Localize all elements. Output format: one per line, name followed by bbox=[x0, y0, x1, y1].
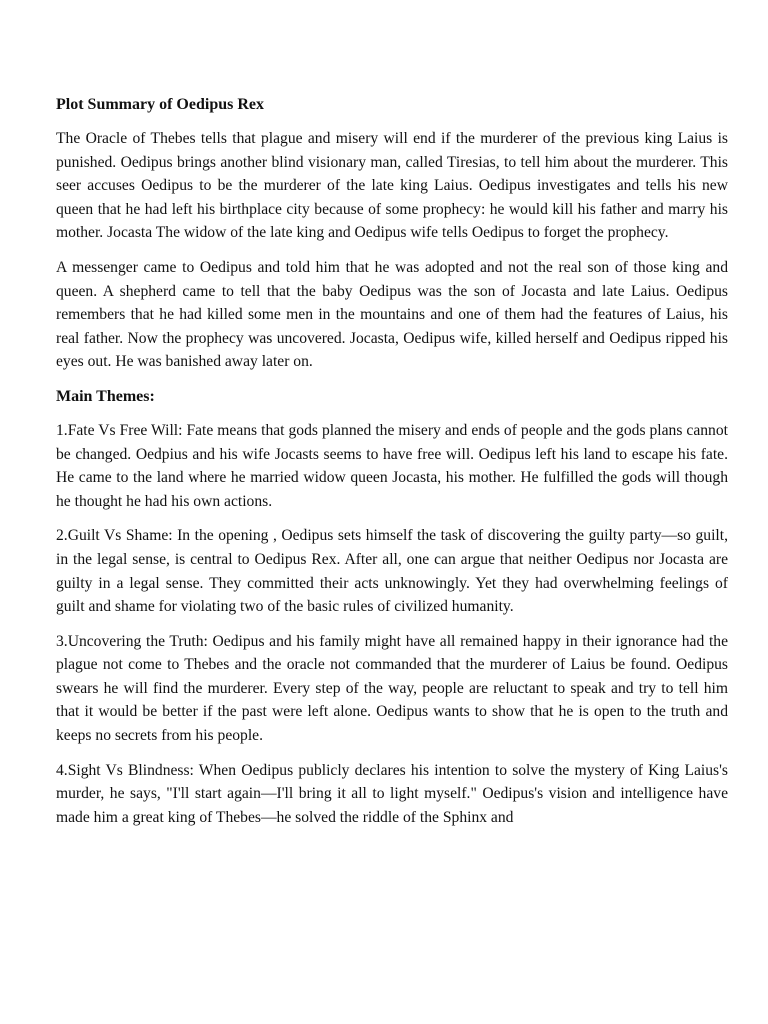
paragraph-theme-guilt: 2.Guilt Vs Shame: In the opening , Oedipus sets himself the task of discovering the guilty party—so guilt, in the legal sense, is central to Oedipus Rex. After all, one can argue that neither Oedipus nor Jocasta are guilty in a legal sense. They committed their acts unknowingly. Yet they had overwhelming feelings of guilt and shame for violating two of the basic rules of civilized humanity. bbox=[56, 527, 728, 616]
paragraph-theme-fate: 1.Fate Vs Free Will: Fate means that gods planned the misery and ends of people and the gods plans cannot be changed. Oedpius and his wife Jocasts seems to have free will. Oedipus left his land to escape his fate. He came to the land where he married widow queen Jocasta, his mother. He fulfilled the gods will though he thought he had his own actions. bbox=[56, 421, 728, 510]
section-heading-plot-summary: Plot Summary of Oedipus Rex bbox=[56, 96, 264, 113]
paragraph-plot-1: The Oracle of Thebes tells that plague and misery will end if the murderer of the previous king Laius is punished. Oedipus brings another blind visionary man, called Tiresias, to tell him about the murderer. This seer accuses Oedipus to be the murderer of the late king Laius. Oedipus investigates and tells his new queen that he had left his birthplace city because of some prophecy: he would kill his father and marry his mother. Jocasta The widow of the late king and Oedipus wife tells Oedipus to forget the prophecy. bbox=[56, 130, 728, 242]
paragraph-theme-sight: 4.Sight Vs Blindness: When Oedipus publicly declares his intention to solve the mystery of King Laius's murder, he says, "I'll start again—I'll bring it all to light myself." Oedipus's vision and intelligence have made him a great king of Thebes—he solved the riddle of the Sphinx and bbox=[56, 761, 728, 826]
paragraph-theme-truth: 3.Uncovering the Truth: Oedipus and his family might have all remained happy in their ignorance had the plague not come to Thebes and the oracle not commanded that the murderer of Laius be found. Oedipus swears he will find the murderer. Every step of the way, people are reluctant to speak and try to tell him that it would be better if the past were left alone. Oedipus wants to show that he is open to the truth and keeps no secrets from his people. bbox=[56, 632, 728, 745]
paragraph-plot-2: A messenger came to Oedipus and told him that he was adopted and not the real son of those king and queen. A shepherd came to tell that the baby Oedipus was the son of Jocasta and late Laius. Oedipus remembers that he had killed some men in the mountains and one of them had the features of Laius, his real father. Now the prophecy was uncovered. Jocasta, Oedipus wife, killed herself and Oedipus ripped his eyes out. He was banished away later on. bbox=[56, 258, 728, 371]
document-page bbox=[56, 93, 728, 840]
section-heading-main-themes: Main Themes: bbox=[56, 387, 155, 405]
